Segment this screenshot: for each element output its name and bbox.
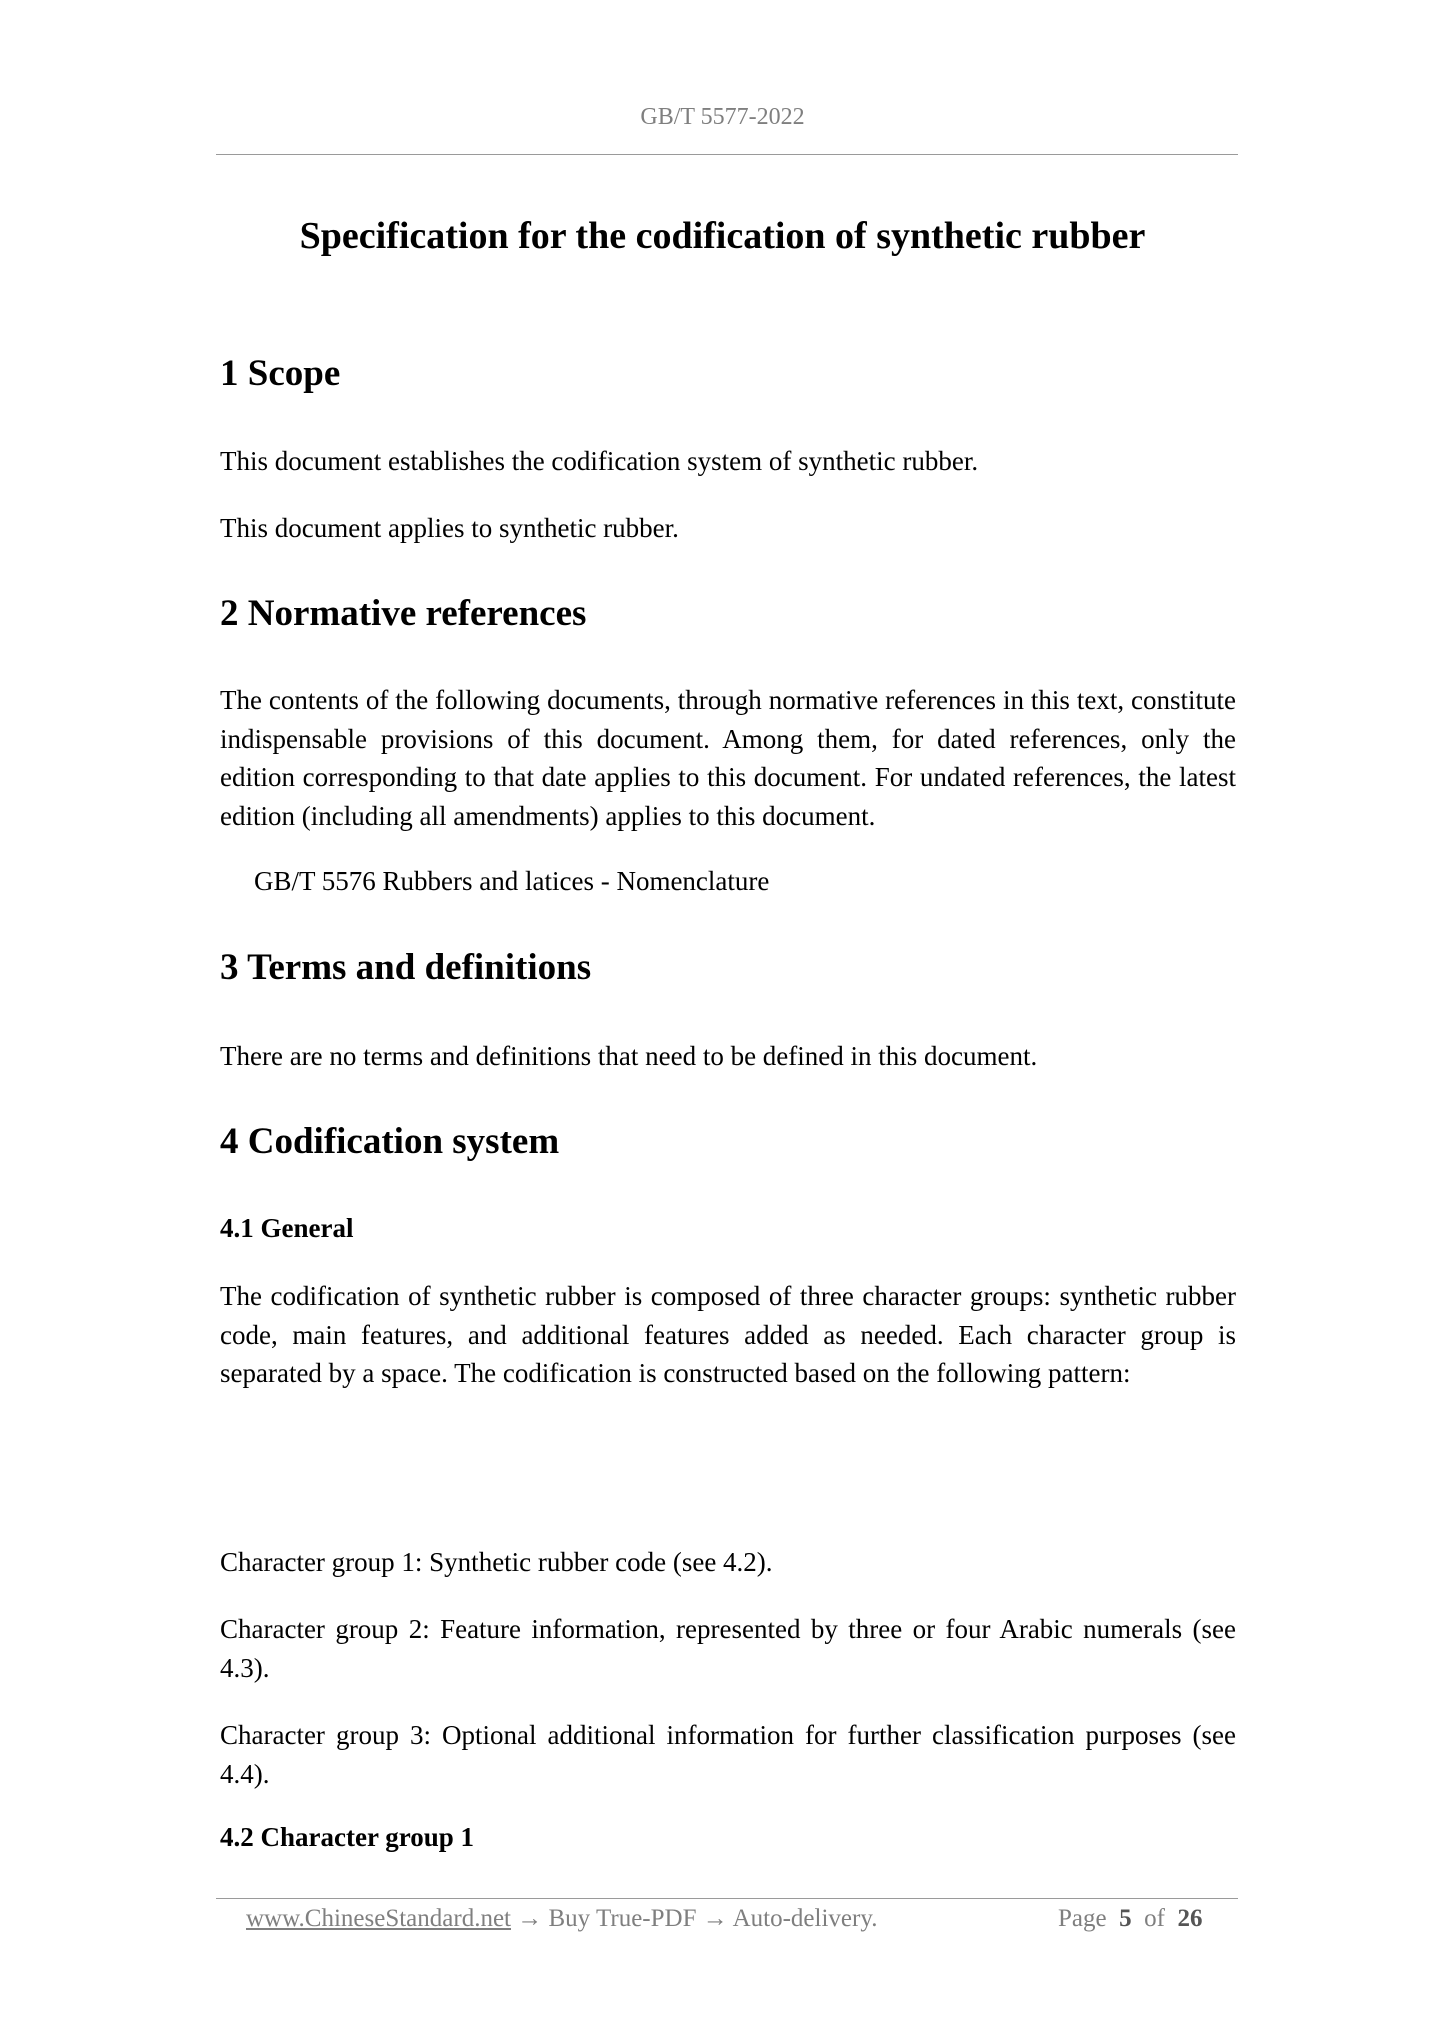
arrow-right-icon: →	[702, 1905, 728, 1932]
page-label: Page	[1058, 1905, 1107, 1932]
character-group-2-description: Character group 2: Feature information, represented by three or four Arabic numerals (see 4.3).	[220, 1614, 1236, 1683]
header-rule	[216, 154, 1238, 155]
auto-delivery-text: Auto-delivery.	[732, 1905, 878, 1932]
heading-scope: 1 Scope	[220, 353, 341, 394]
running-header: GB/T 5577-2022	[640, 104, 805, 130]
page-counter	[1058, 1905, 1202, 1933]
of-label: of	[1144, 1905, 1165, 1932]
page-total: 26	[1177, 1905, 1203, 1932]
footer-rule	[216, 1898, 1238, 1899]
footer-promo	[246, 1905, 877, 1933]
site-link[interactable]: www.ChineseStandard.net	[246, 1905, 511, 1932]
heading-general: 4.1 General	[220, 1213, 354, 1243]
terms-paragraph: There are no terms and definitions that need to be defined in this document.	[220, 1041, 1038, 1071]
scope-paragraph-2: This document applies to synthetic rubber.	[220, 513, 679, 543]
normative-reference-item: GB/T 5576 Rubbers and latices - Nomenclature	[254, 866, 770, 896]
document-title: Specification for the codification of synthetic rubber	[299, 215, 1146, 257]
character-group-1-description: Character group 1: Synthetic rubber code (see 4.2).	[220, 1547, 773, 1577]
heading-codification-system: 4 Codification system	[220, 1121, 560, 1162]
page-number: 5	[1119, 1905, 1132, 1932]
normative-paragraph: The contents of the following documents, through normative references in this text, constitute indispensable provisions of this document. Among them, for dated references, only the edition corresponding to that date applies to this document. For undated references, the latest edition (including all amendments) applies to this document.	[220, 685, 1236, 831]
buy-pdf-text: Buy True-PDF	[548, 1905, 697, 1932]
general-paragraph: The codification of synthetic rubber is composed of three character groups: synthetic rubber code, main features, and additional features added as needed. Each character group is separated by a space. The codification is constructed based on the following pattern:	[220, 1281, 1236, 1388]
heading-terms-definitions: 3 Terms and definitions	[220, 947, 592, 988]
arrow-right-icon: →	[517, 1905, 543, 1932]
heading-normative-references: 2 Normative references	[220, 593, 587, 634]
heading-character-group-1: 4.2 Character group 1	[220, 1822, 474, 1852]
character-group-3-description: Character group 3: Optional additional information for further classification purposes (see 4.4).	[220, 1720, 1236, 1789]
scope-paragraph-1: This document establishes the codification system of synthetic rubber.	[220, 446, 979, 476]
